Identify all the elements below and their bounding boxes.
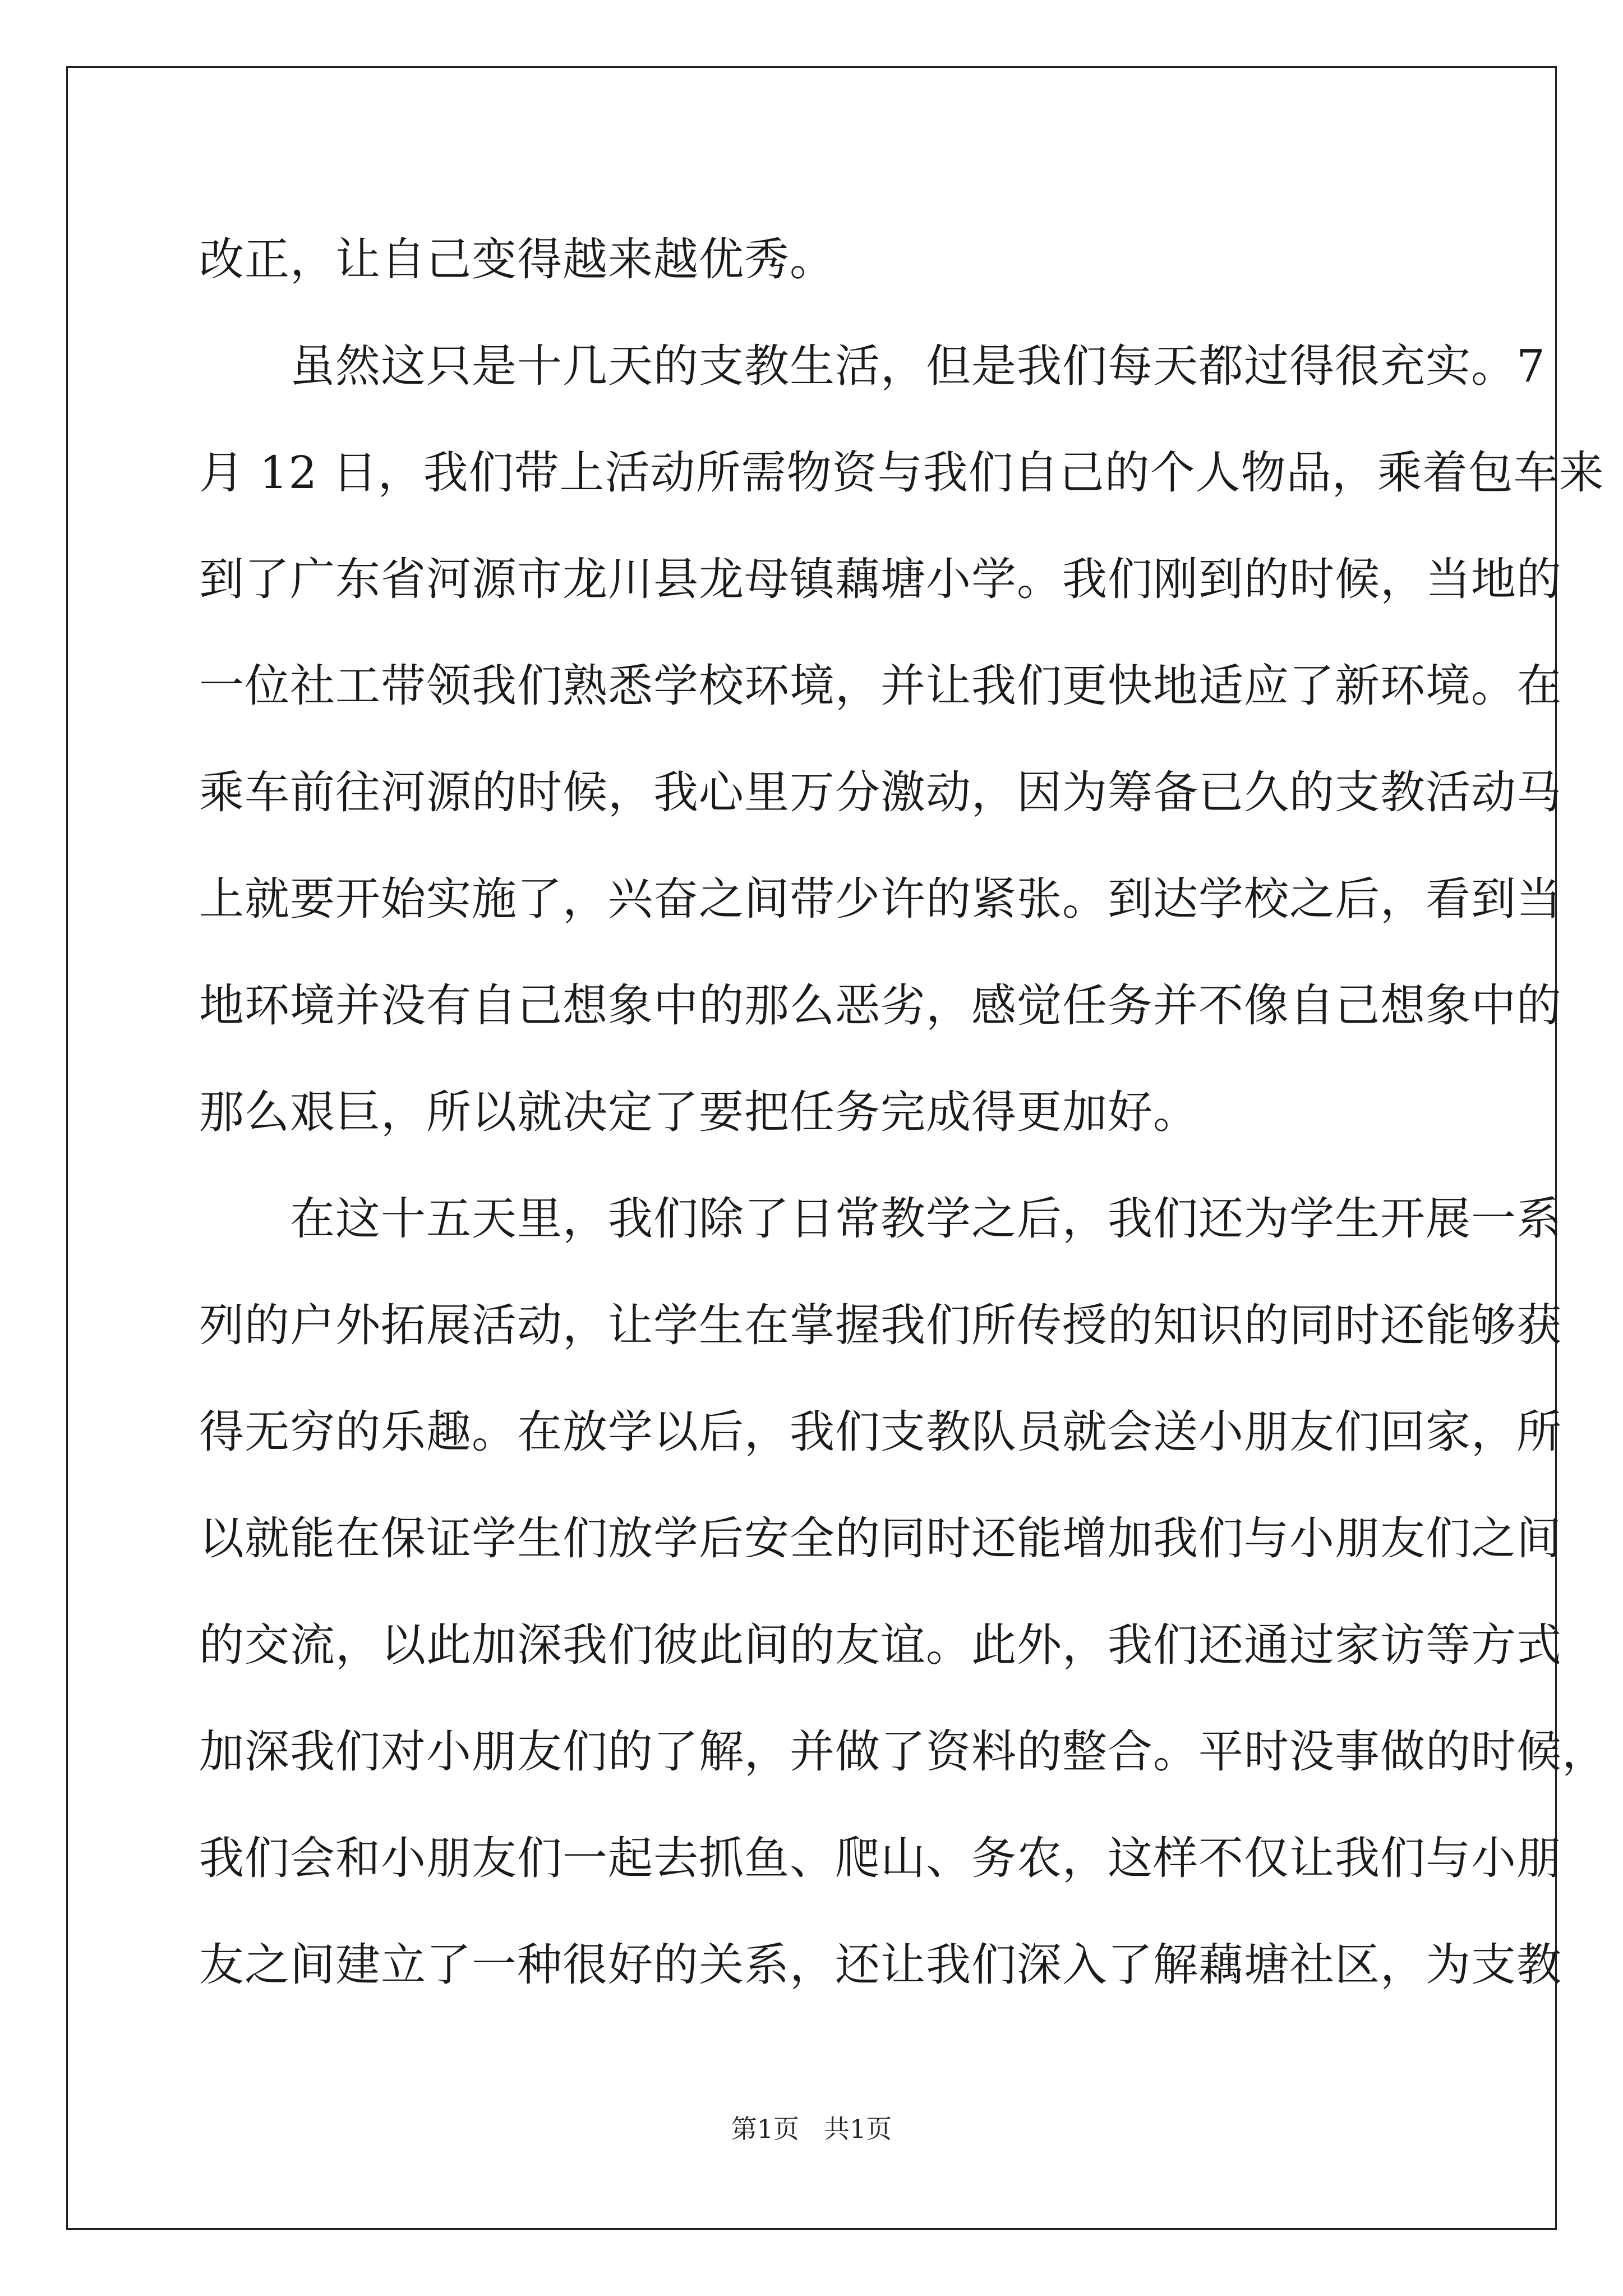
text-line: 以就能在保证学生们放学后安全的同时还能增加我们与小朋友们之间 <box>199 1512 1562 1565</box>
text-line: 在这十五天里，我们除了日常教学之后，我们还为学生开展一系 <box>199 1193 1562 1245</box>
text-line: 我们会和小朋友们一起去抓鱼、爬山、务农，这样不仅让我们与小朋 <box>199 1832 1562 1884</box>
text-line: 到了广东省河源市龙川县龙母镇藕塘小学。我们刚到的时候，当地的 <box>199 553 1562 605</box>
page-number: 第1页 <box>731 2114 799 2144</box>
page-footer <box>0 2112 1623 2146</box>
text-line: 列的户外拓展活动，让学生在掌握我们所传授的知识的同时还能够获 <box>199 1299 1562 1351</box>
text-line: 虽然这只是十几天的支教生活，但是我们每天都过得很充实。7 <box>199 340 1546 392</box>
text-line: 地环境并没有自己想象中的那么恶劣，感觉任务并不像自己想象中的 <box>199 979 1562 1032</box>
text-line: 上就要开始实施了，兴奋之间带少许的紧张。到达学校之后，看到当 <box>199 873 1562 925</box>
text-line: 得无穷的乐趣。在放学以后，我们支教队员就会送小朋友们回家，所 <box>199 1406 1562 1458</box>
text-line: 那么艰巨，所以就决定了要把任务完成得更加好。 <box>199 1086 1198 1138</box>
text-line: 加深我们对小朋友们的了解，并做了资料的整合。平时没事做的时候， <box>199 1726 1607 1778</box>
text-line: 月 12 日，我们带上活动所需物资与我们自己的个人物品，乘着包车来 <box>199 447 1604 499</box>
text-line: 改正，让自己变得越来越优秀。 <box>199 233 835 286</box>
page-total: 共1页 <box>824 2114 892 2144</box>
document-body <box>199 206 1607 2018</box>
text-line: 乘车前往河源的时候，我心里万分激动，因为筹备已久的支教活动马 <box>199 766 1562 818</box>
text-line: 友之间建立了一种很好的关系，还让我们深入了解藕塘社区，为支教 <box>199 1939 1562 1991</box>
text-line: 的交流，以此加深我们彼此间的友谊。此外，我们还通过家访等方式 <box>199 1619 1562 1671</box>
text-line: 一位社工带领我们熟悉学校环境，并让我们更快地适应了新环境。在 <box>199 660 1562 712</box>
